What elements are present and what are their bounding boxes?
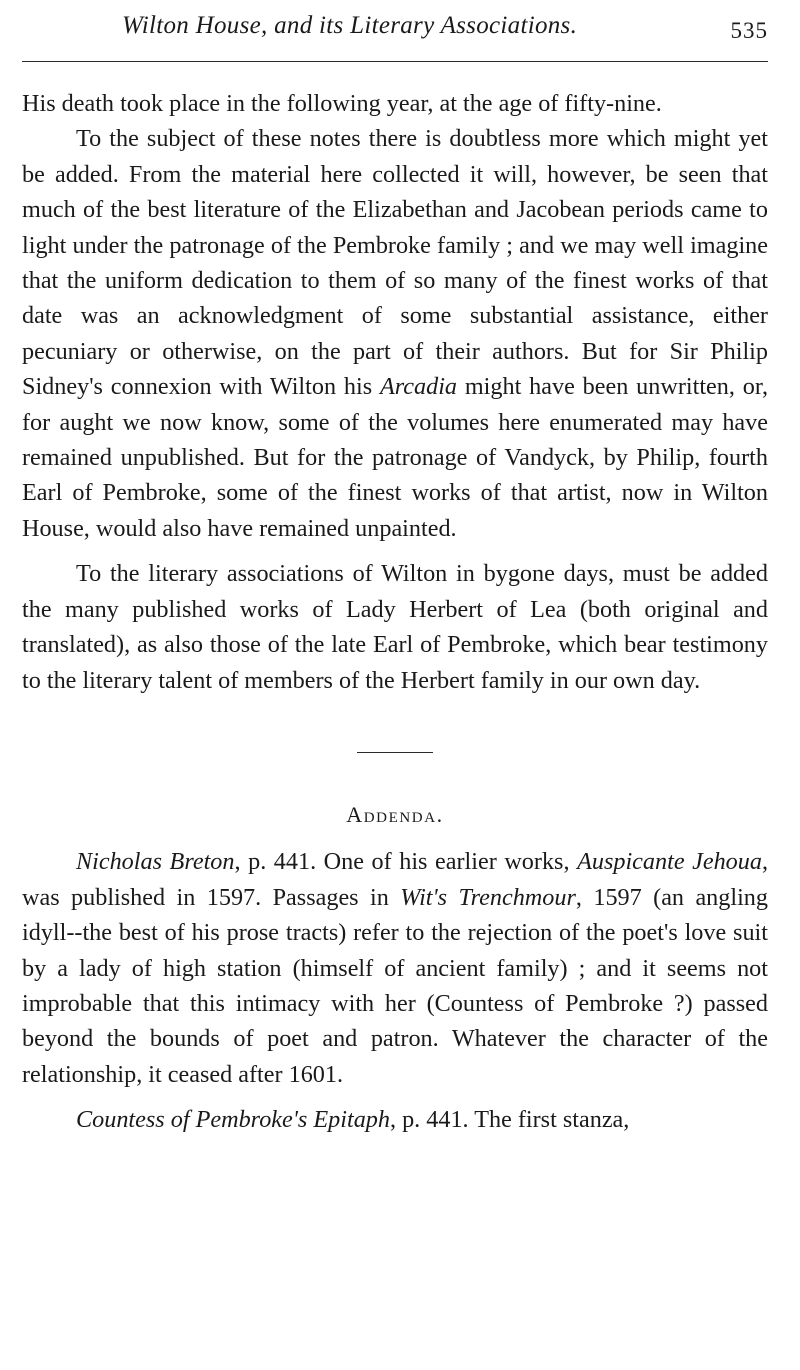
- header-rule: [22, 61, 768, 62]
- entry-title: Countess of Pembroke's Epitaph: [76, 1106, 390, 1134]
- entry-text: , p. 441. The first stanza,: [389, 1106, 630, 1134]
- work-title: Auspicante Jehoua: [577, 848, 762, 876]
- running-header: [22, 0, 768, 60]
- paragraph-2-end: might have been unwritten, or, for aught we now know, some of the volumes here enumerated may have remained unpublished. But for the patronage of Vandyck, by Philip, fourth Earl of Pembroke, some of the finest works of that artist, now in Wilton House, would also have remained unpainted.: [22, 373, 769, 542]
- entry-text: , p. 441. One of his earlier works,: [234, 848, 578, 876]
- body-text: [22, 86, 768, 1138]
- running-title: Wilton House, and its Literary Associations.: [122, 12, 578, 39]
- entry-title: Nicholas Breton: [76, 848, 235, 876]
- addenda-heading: Addenda.: [346, 801, 444, 827]
- paragraph-1: His death took place in the following year, at the age of fifty-nine.: [22, 90, 662, 117]
- paragraph-3: To the literary associations of Wilton in bygone days, must be added the many published works of Lady Herbert of Lea (both original and translated), as also those of the late Earl of Pembroke, which bear testimony to the literary talent of members of the Herbert family in our own day.: [22, 560, 768, 694]
- arcadia-title: Arcadia: [379, 373, 458, 401]
- paragraph-2-text: To the subject of these notes there is doubtless more which might yet be added. From the material here collected it will, however, be seen that much of the best literature of the Elizabethan and Jacobean periods came to light under the patronage of the Pembroke family ; and we may well imagine that the uniform dedication to them of so many of the finest works of that date was an acknowledgment of some substantial assistance, either pecuniary or otherwise, on the part of their authors. But for Sir Philip Sidney's connexion with Wilton his: [22, 125, 768, 401]
- addenda-entry-epitaph: [22, 1102, 768, 1137]
- paragraph-2: [22, 121, 768, 546]
- entry-text: , 1597 (an angling idyll--the best of his prose tracts) refer to the rejection of the poet's love suit by a lady of high station (himself of ancient family) ; and it seems not improbable that this intimacy with her (Countess of Pembroke ?) passed beyond the bounds of poet and patron. Whatever the character of the relationship, it ceased after 1601.: [22, 883, 768, 1088]
- page-number: 535: [730, 18, 768, 43]
- section-separator: [357, 752, 433, 753]
- page: [22, 0, 769, 1134]
- addenda-entry-breton: [22, 844, 768, 1092]
- work-title: Wit's Trenchmour: [400, 883, 576, 911]
- entry-text: , was published in 1597. Passages in: [22, 848, 769, 911]
